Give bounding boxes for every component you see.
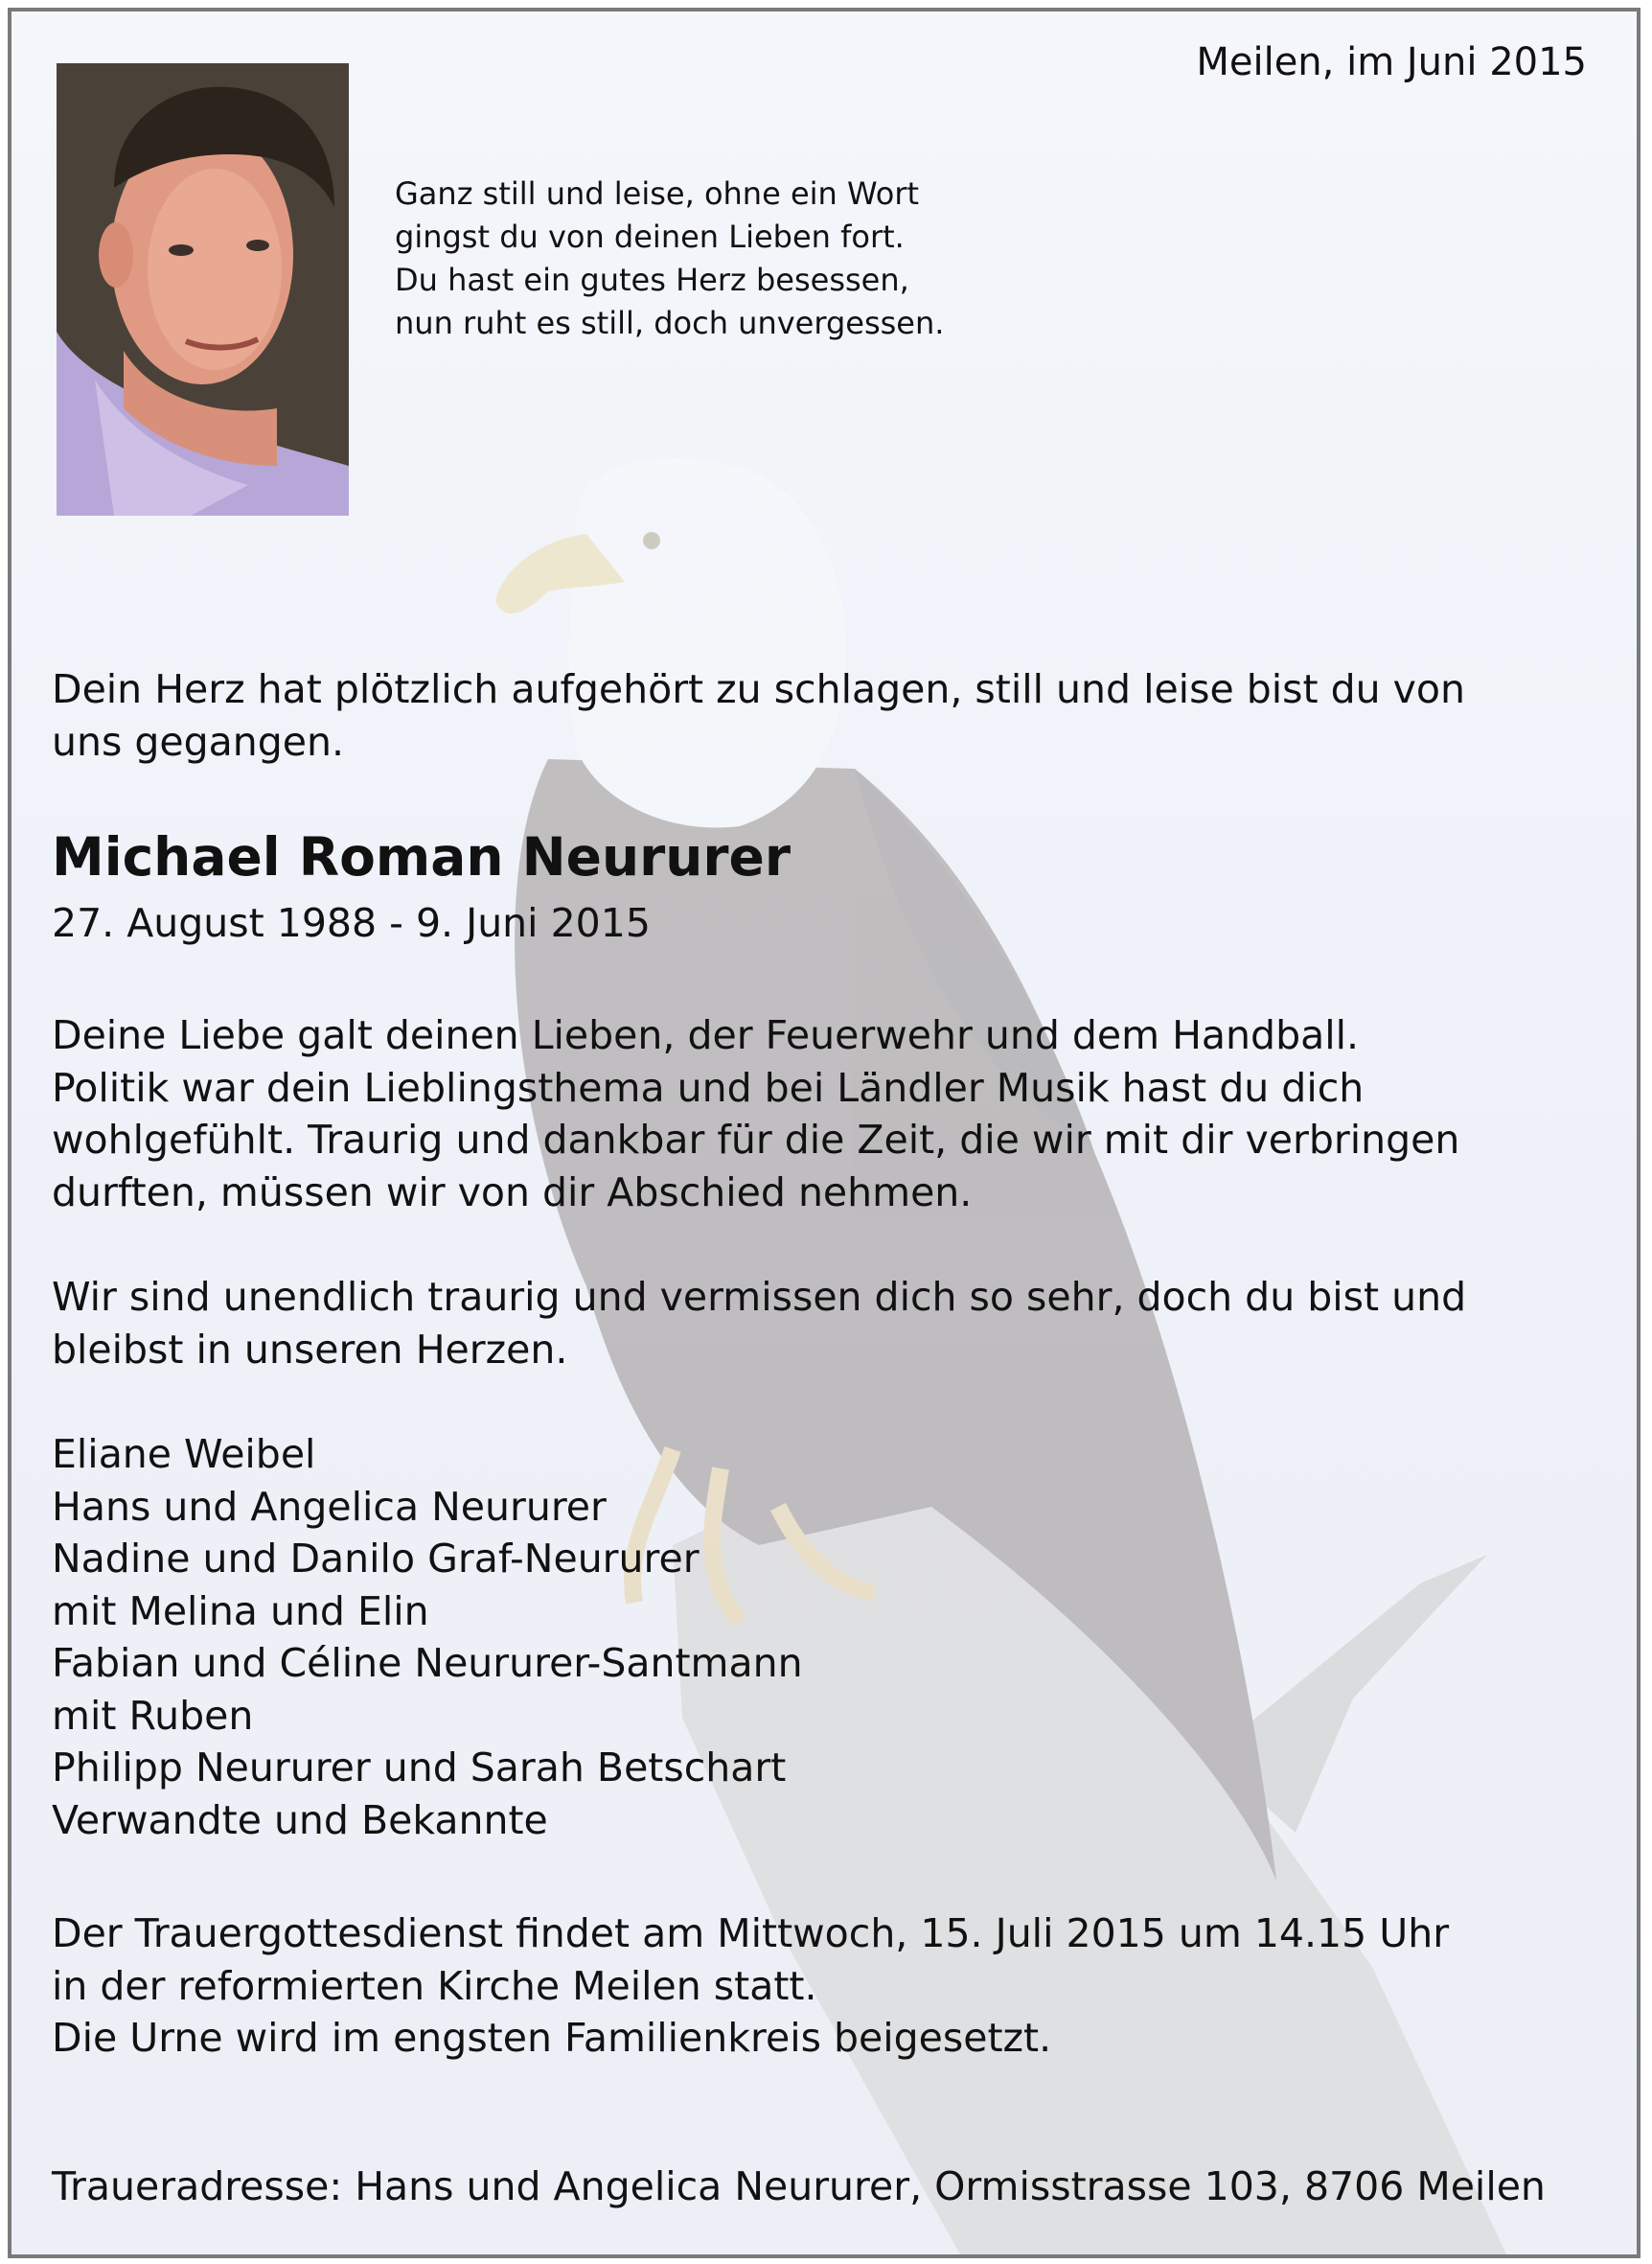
poem-line: Ganz still und leise, ohne ein Wort — [395, 175, 920, 212]
tribute-paragraph — [52, 1009, 1459, 1218]
mourners-list — [52, 1428, 803, 1846]
service-line: in der reformierten Kirche Meilen statt. — [52, 1962, 817, 2009]
poem-line: Du hast ein gutes Herz besessen, — [395, 262, 909, 298]
grief-paragraph — [52, 1271, 1466, 1375]
mourner-line: Hans und Angelica Neururer — [52, 1483, 607, 1530]
intro-line: uns gegangen. — [52, 718, 345, 765]
service-line: Der Trauergottesdienst findet am Mittwoch, 15. Juli 2015 um 14.15 Uhr — [52, 1910, 1450, 1956]
mourner-line: Verwandte und Bekannte — [52, 1796, 548, 1843]
grief-line: bleibst in unseren Herzen. — [52, 1326, 568, 1373]
portrait-photo — [57, 63, 349, 516]
place-date: Meilen, im Juni 2015 — [1196, 40, 1587, 84]
mourner-line: mit Melina und Elin — [52, 1587, 429, 1634]
obituary-card — [8, 8, 1641, 2258]
service-line: Die Urne wird im engsten Familienkreis beigesetzt. — [52, 2015, 1052, 2061]
poem-line: gingst du von deinen Lieben fort. — [395, 219, 905, 255]
intro-line: Dein Herz hat plötzlich aufgehört zu schlagen, still und leise bist du von — [52, 666, 1465, 712]
mourner-line: mit Ruben — [52, 1692, 254, 1739]
mourner-line: Nadine und Danilo Graf-Neururer — [52, 1536, 700, 1582]
mourning-address: Traueradresse: Hans und Angelica Neururer, Ormisstrasse 103, 8706 Meilen — [52, 2163, 1546, 2209]
intro-paragraph — [52, 663, 1465, 768]
grief-line: Wir sind unendlich traurig und vermissen dich so sehr, doch du bist und — [52, 1274, 1467, 1320]
tribute-line: Politik war dein Lieblingsthema und bei Ländler Musik hast du dich — [52, 1064, 1365, 1111]
service-paragraph — [52, 1907, 1449, 2065]
mourner-line: Eliane Weibel — [52, 1431, 316, 1477]
poem-line: nun ruht es still, doch unvergessen. — [395, 305, 945, 341]
memorial-poem — [395, 173, 944, 345]
mourner-line: Fabian und Céline Neururer-Santmann — [52, 1640, 803, 1686]
deceased-name: Michael Roman Neururer — [52, 826, 791, 888]
mourner-line: Philipp Neururer und Sarah Betschart — [52, 1744, 787, 1790]
life-dates: 27. August 1988 - 9. Juni 2015 — [52, 900, 651, 946]
tribute-line: Deine Liebe galt deinen Lieben, der Feuerwehr und dem Handball. — [52, 1012, 1360, 1058]
tribute-line: wohlgefühlt. Traurig und dankbar für die Zeit, die wir mit dir verbringen — [52, 1117, 1460, 1163]
tribute-line: durften, müssen wir von dir Abschied nehmen. — [52, 1168, 973, 1215]
